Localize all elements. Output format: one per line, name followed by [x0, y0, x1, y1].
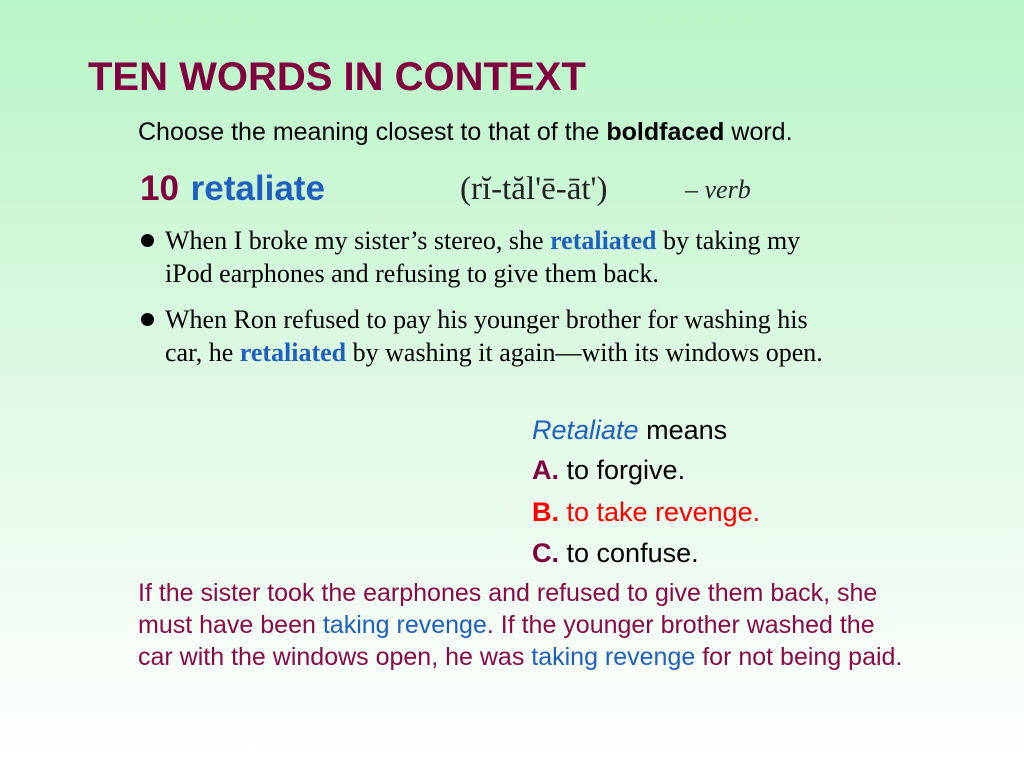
answer-option-b	[532, 495, 760, 529]
example-line	[165, 303, 823, 336]
example-text: When Ron refused to pay his younger brother for washing his	[165, 305, 808, 334]
example-line	[165, 257, 800, 290]
vocab-entry-heading	[140, 168, 325, 210]
instruction-before: Choose the meaning closest to that of the	[138, 118, 607, 146]
example-keyword: retaliated	[239, 338, 347, 367]
explanation-line	[138, 609, 902, 641]
instruction-text	[138, 117, 793, 147]
option-text: to confuse.	[566, 538, 699, 568]
pronunciation: (rĭ-tăl'ē-āt')	[460, 171, 608, 207]
answer-option-a	[532, 453, 685, 487]
explanation-line	[138, 577, 902, 609]
example-line	[165, 224, 800, 257]
bullet-icon	[141, 234, 154, 247]
option-text: to forgive.	[566, 455, 686, 485]
example-sentence-1	[140, 224, 800, 290]
explanation-paragraph	[138, 577, 902, 673]
part-of-speech: – verb	[685, 175, 751, 204]
option-letter: A.	[532, 455, 559, 485]
meaning-question	[532, 413, 852, 573]
option-letter: B.	[532, 497, 559, 527]
example-text: car, he	[165, 338, 240, 367]
question-stem-word: Retaliate	[532, 415, 639, 445]
explanation-line	[138, 641, 902, 673]
example-line	[165, 336, 823, 369]
instruction-after: word.	[724, 118, 793, 146]
explanation-text: . If the younger brother washed the	[486, 611, 875, 639]
example-text: When I broke my sister’s stereo, she	[165, 226, 551, 255]
explanation-text: for not being paid.	[695, 643, 903, 671]
example-text: by taking my	[656, 226, 801, 255]
entry-number: 10	[140, 169, 179, 208]
explanation-highlight: taking revenge	[531, 643, 696, 671]
explanation-text: If the sister took the earphones and refused to give them back, she	[138, 579, 878, 607]
example-text: iPod earphones and refusing to give them back.	[165, 259, 659, 288]
example-text: by washing it again—with its windows open.	[346, 338, 823, 367]
entry-word: retaliate	[190, 169, 325, 208]
example-keyword: retaliated	[550, 226, 657, 255]
explanation-highlight: taking revenge	[322, 611, 487, 639]
example-sentence-2	[140, 303, 823, 369]
instruction-bold-word: boldfaced	[606, 118, 725, 146]
bullet-icon	[141, 313, 154, 326]
option-letter: C.	[532, 538, 559, 568]
slide-title: TEN WORDS IN CONTEXT	[88, 55, 586, 99]
question-stem-rest: means	[638, 415, 728, 445]
explanation-text: car with the windows open, he was	[138, 643, 532, 671]
question-stem	[532, 413, 727, 447]
explanation-text: must have been	[138, 611, 323, 639]
answer-option-c	[532, 536, 699, 570]
option-text: to take revenge.	[566, 497, 761, 527]
